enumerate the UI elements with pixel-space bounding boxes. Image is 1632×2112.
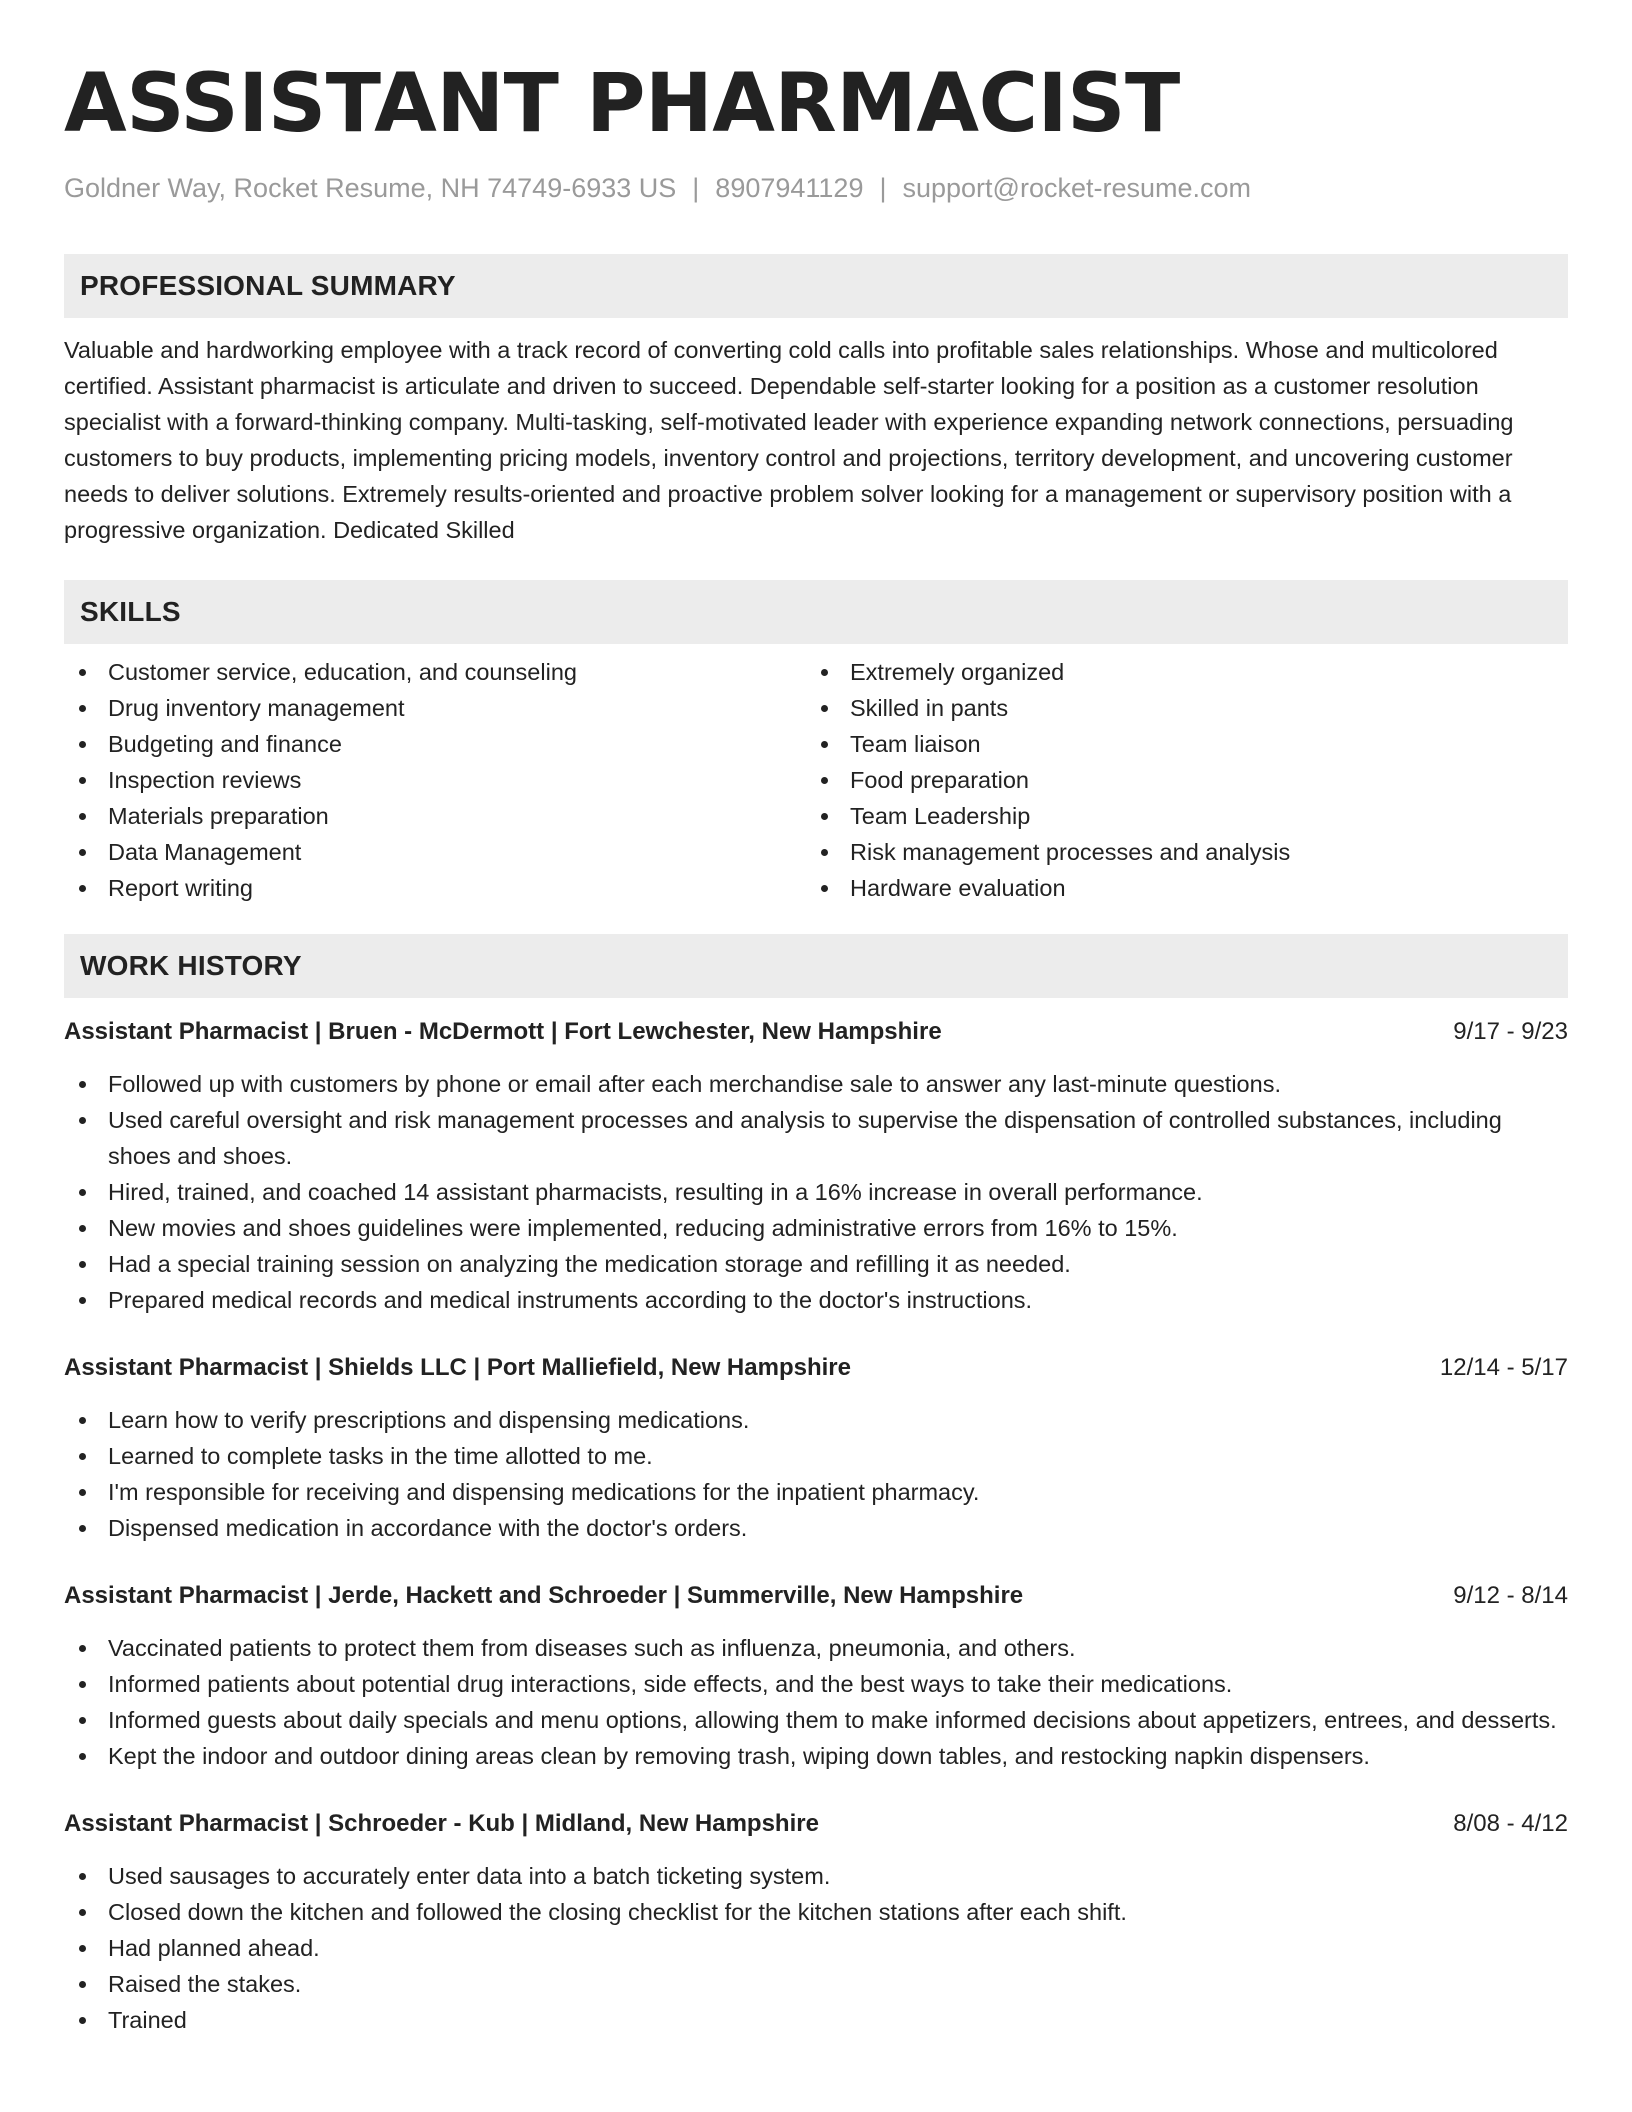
job-entry: [64, 1806, 1568, 2038]
job-duties-list: [64, 1402, 1568, 1546]
candidate-name: ASSISTANT PHARMACIST: [64, 57, 1180, 151]
job-duty-item: Closed down the kitchen and followed the closing checklist for the kitchen stations after each shift.: [64, 1894, 1568, 1930]
work-history-list: [64, 1014, 1568, 2038]
job-dates: 9/17 - 9/23: [1453, 1018, 1568, 1045]
job-duty-item: Kept the indoor and outdoor dining areas clean by removing trash, wiping down tables, and restocking napkin dispensers.: [64, 1738, 1568, 1774]
job-duty-item: New movies and shoes guidelines were implemented, reducing administrative errors from 16% to 15%.: [64, 1210, 1568, 1246]
job-title-row: [64, 1578, 1568, 1614]
job-entry: [64, 1350, 1568, 1546]
skill-item: Report writing: [64, 870, 806, 906]
skill-item: Extremely organized: [806, 654, 1548, 690]
job-duties-list: [64, 1630, 1568, 1774]
job-title: Assistant Pharmacist | Jerde, Hackett and Schroeder | Summerville, New Hampshire: [64, 1582, 1024, 1609]
summary-text: Valuable and hardworking employee with a track record of converting cold calls into profitable sales relationships. Whose and multicolored certified. Assistant pharmacist is articulate and driven to succeed. Dependable self-starter looking for a position as a customer resolution specialist with a forward-thinking company. Multi-tasking, self-motivated leader with experience expanding network connections, persuading customers to buy products, implementing pricing models, inventory control and projections, territory development, and uncovering customer needs to deliver solutions. Extremely results-oriented and proactive problem solver looking for a management or supervisory position with a progressive organization. Dedicated Skilled: [64, 337, 1514, 543]
job-entry: [64, 1014, 1568, 1318]
skill-item: Data Management: [64, 834, 806, 870]
job-duty-item: Informed guests about daily specials and menu options, allowing them to make informed decisions about appetizers, entrees, and desserts.: [64, 1702, 1568, 1738]
skills-list-left: [64, 654, 806, 906]
job-duty-item: Hired, trained, and coached 14 assistant pharmacists, resulting in a 16% increase in overall performance.: [64, 1174, 1568, 1210]
contact-separator: |: [692, 173, 700, 203]
skill-item: Budgeting and finance: [64, 726, 806, 762]
job-duty-item: Raised the stakes.: [64, 1966, 1568, 2002]
job-dates: 9/12 - 8/14: [1453, 1582, 1568, 1609]
job-title-row: [64, 1350, 1568, 1386]
skills-heading: SKILLS: [64, 580, 1568, 644]
contact-separator: |: [879, 173, 887, 203]
skill-item: Customer service, education, and counseling: [64, 654, 806, 690]
job-duties-list: [64, 1858, 1568, 2038]
skill-item: Skilled in pants: [806, 690, 1548, 726]
skill-item: Food preparation: [806, 762, 1548, 798]
contact-address: Goldner Way, Rocket Resume, NH 74749-6933 US: [64, 173, 677, 203]
summary-heading: PROFESSIONAL SUMMARY: [64, 254, 1568, 318]
job-duty-item: Dispensed medication in accordance with the doctor's orders.: [64, 1510, 1568, 1546]
job-entry: [64, 1578, 1568, 1774]
job-duty-item: Learned to complete tasks in the time allotted to me.: [64, 1438, 1568, 1474]
skills-list-right: [806, 654, 1548, 906]
job-title: Assistant Pharmacist | Bruen - McDermott | Fort Lewchester, New Hampshire: [64, 1018, 942, 1045]
contact-email: support@rocket-resume.com: [902, 173, 1252, 203]
job-duty-item: I'm responsible for receiving and dispensing medications for the inpatient pharmacy.: [64, 1474, 1568, 1510]
job-title: Assistant Pharmacist | Shields LLC | Port Malliefield, New Hampshire: [64, 1354, 851, 1381]
job-duty-item: Learn how to verify prescriptions and dispensing medications.: [64, 1402, 1568, 1438]
job-duty-item: Informed patients about potential drug interactions, side effects, and the best ways to take their medications.: [64, 1666, 1568, 1702]
job-duty-item: Followed up with customers by phone or email after each merchandise sale to answer any last-minute questions.: [64, 1066, 1568, 1102]
job-title-row: [64, 1014, 1568, 1050]
skill-item: Team liaison: [806, 726, 1548, 762]
skill-item: Materials preparation: [64, 798, 806, 834]
skill-item: Drug inventory management: [64, 690, 806, 726]
job-duty-item: Had a special training session on analyzing the medication storage and refilling it as needed.: [64, 1246, 1568, 1282]
job-title: Assistant Pharmacist | Schroeder - Kub | Midland, New Hampshire: [64, 1810, 819, 1837]
skill-item: Risk management processes and analysis: [806, 834, 1548, 870]
job-duty-item: Vaccinated patients to protect them from diseases such as influenza, pneumonia, and others.: [64, 1630, 1568, 1666]
contact-line: [64, 173, 1568, 204]
job-duty-item: Trained: [64, 2002, 1568, 2038]
job-duties-list: [64, 1066, 1568, 1318]
skill-item: Team Leadership: [806, 798, 1548, 834]
job-dates: 12/14 - 5/17: [1439, 1354, 1568, 1381]
job-dates: 8/08 - 4/12: [1453, 1810, 1568, 1837]
job-duty-item: Prepared medical records and medical instruments according to the doctor's instructions.: [64, 1282, 1568, 1318]
job-title-row: [64, 1806, 1568, 1842]
job-duty-item: Had planned ahead.: [64, 1930, 1568, 1966]
work-history-heading: WORK HISTORY: [64, 934, 1568, 998]
job-duty-item: Used careful oversight and risk management processes and analysis to supervise the dispensation of controlled substances, including shoes and shoes.: [64, 1102, 1568, 1174]
contact-phone: 8907941129: [715, 173, 864, 203]
skill-item: Inspection reviews: [64, 762, 806, 798]
skill-item: Hardware evaluation: [806, 870, 1548, 906]
job-duty-item: Used sausages to accurately enter data into a batch ticketing system.: [64, 1858, 1568, 1894]
skills-columns: [64, 654, 1568, 906]
